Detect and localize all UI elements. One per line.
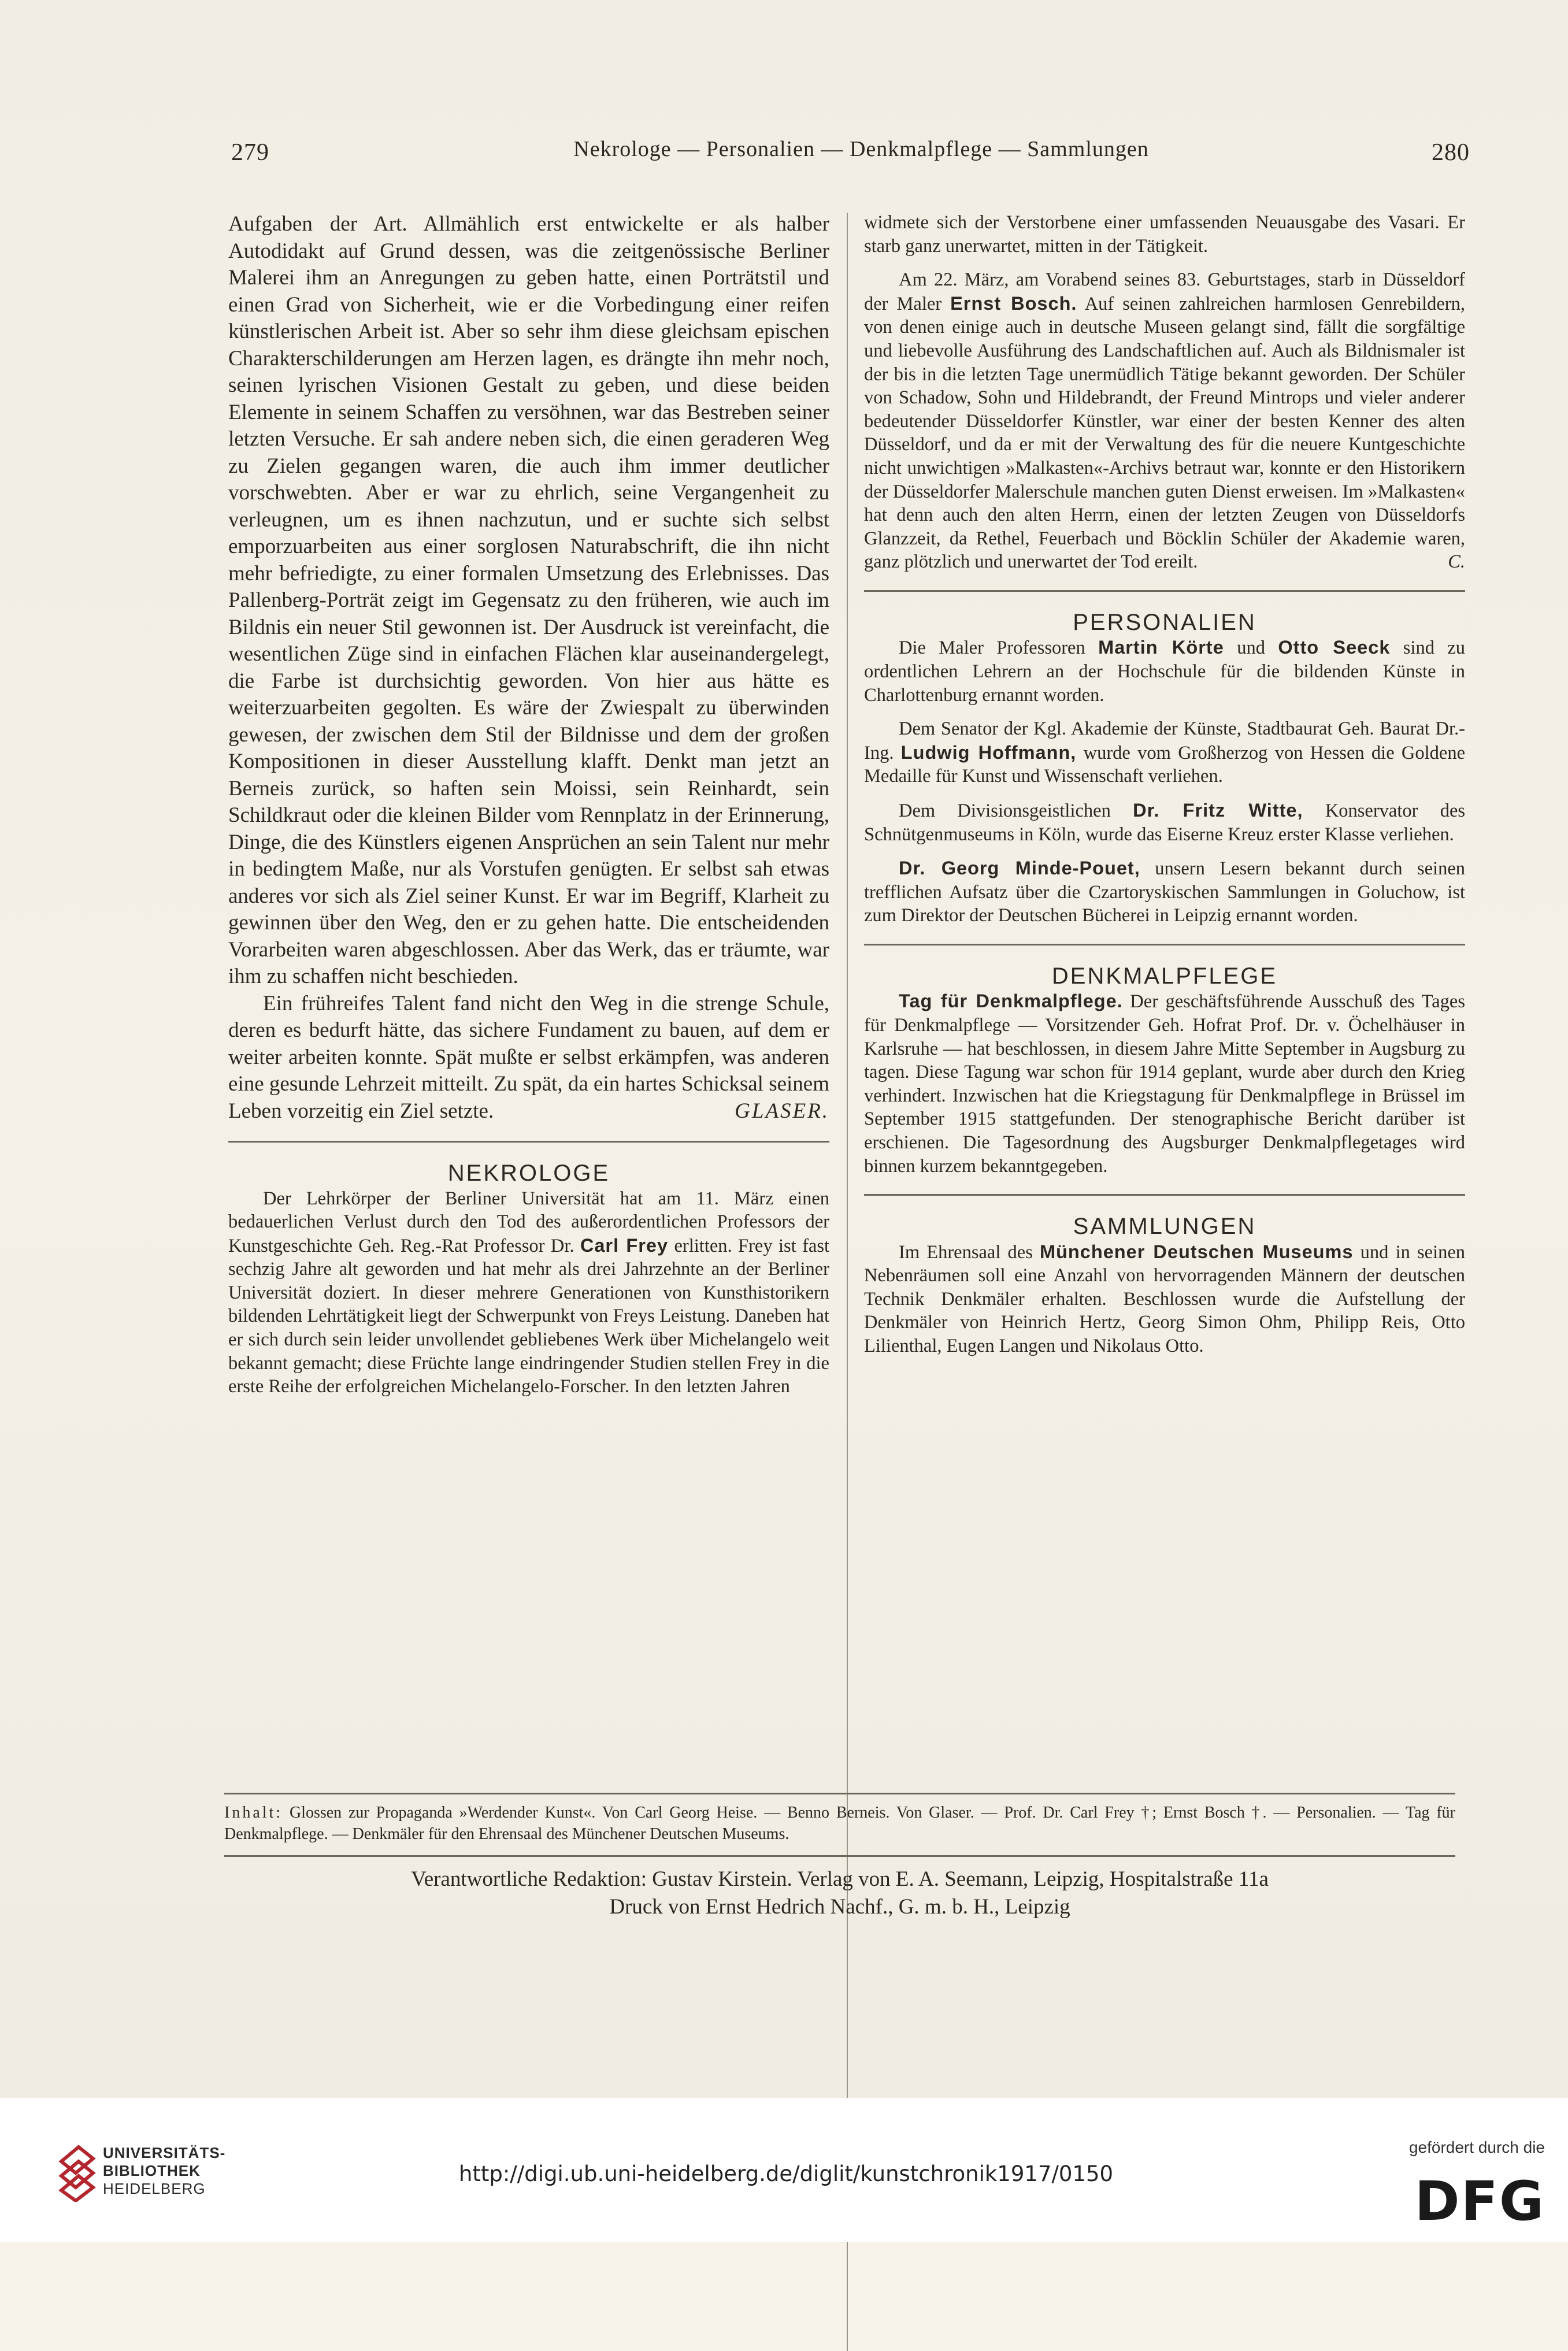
library-name-line-2: BIBLIOTHEK xyxy=(103,2162,201,2179)
pers2-text-b: wurde vom Großherzog von Hessen die Goldene Medaille für Kunst und Wissenschaft verliehen. xyxy=(864,742,1466,787)
left-column xyxy=(228,211,829,1399)
right-column xyxy=(864,211,1465,1358)
section-title-denkmalpflege: DENKMALPFLEGE xyxy=(1051,963,1278,989)
pers3-text-b: Konservator des Schnütgenmuseums in Köln, wurde das Eiserne Kreuz erster Klasse verliehen. xyxy=(864,800,1466,845)
name-ernst-bosch: Ernst Bosch. xyxy=(950,292,1077,314)
library-name xyxy=(103,2144,225,2198)
library-name-line-1: UNIVERSITÄTS- xyxy=(103,2144,226,2161)
pers2-text-a: Dem Senator der Kgl. Akademie der Künste, Stadtbaurat Geh. Baurat Dr.-Ing. xyxy=(864,718,1465,763)
name-otto-seeck: Otto Seeck xyxy=(1278,637,1391,658)
berneis-paragraph-2-text: Ein frühreifes Talent fand nicht den Weg in die strenge Schule, deren es bedurft hätte, das sichere Fundament zu bauen, auf dem er weiter arbeiten konnte. Spät mußte er selbst erkämpfen, was anderen eine gesunde Lehrzeit mitteilt. Zu spät, da ein hartes Schicksal seinem Leben vorzeitig ein Ziel setzte. xyxy=(228,991,829,1123)
table-of-contents xyxy=(224,1802,1455,1845)
personalien-1 xyxy=(864,636,1465,707)
bosch-text-a: Am 22. März, am Vorabend seines 83. Geburtstages, starb in Düsseldorf der Maler xyxy=(864,269,1465,314)
nekrolog-frey-text-b: erlitten. Frey ist fast sechzig Jahre alt geworden und hat mehr als drei Jahrzehnte an der Berliner Universität doziert. In dieser mehrere Generationen von Kunsthistorikern bildenden Lehrtätigkeit liegt der Schwerpunkt von Freys Leistung. Daneben hat er sich durch sein leider unvollendet gebliebenes Werk über Michelangelo weit bekannt gemacht; diese Früchte lange eindringender Studien stellen Frey in die erste Reihe der erfolgreichen Michelangelo-Forscher. In den letzten Jahren xyxy=(228,1235,830,1397)
name-muenchener-museum: Münchener Deutschen Museums xyxy=(1040,1241,1354,1262)
personalien-2 xyxy=(864,717,1465,788)
contents-top-rule xyxy=(224,1793,1455,1794)
section-rule xyxy=(864,590,1465,592)
contents-text: Glossen zur Propaganda »Werdender Kunst«. Von Carl Georg Heise. — Benno Berneis. Von Glaser. — Prof. Dr. Carl Frey †; Ernst Bosch †. — Personalien. — Tag für Denkmalpflege. — Denkmäler für den Ehrensaal des Münchener Deutschen Museums. xyxy=(224,1804,1456,1843)
dfg-logo: DFG xyxy=(1414,2170,1545,2233)
pers1-text-b: sind zu ordentlichen Lehrern an der Hochschule für die bildenden Künste in Charlottenburg ernannt worden. xyxy=(864,637,1466,706)
funder-note: gefördert durch die xyxy=(1408,2138,1545,2156)
pers1-text-a: Die Maler Professoren xyxy=(899,637,1085,659)
nekrolog-frey-text-a: Der Lehrkörper der Berliner Universität hat am 11. März einen bedauerlichen Verlust durch den Tod des außerordentlichen Professors der Kunstgeschichte Geh. Reg.-Rat Professor Dr. xyxy=(228,1188,829,1256)
university-library-logo-icon xyxy=(55,2144,96,2202)
section-rule xyxy=(864,1194,1465,1196)
berneis-paragraph-1: Aufgaben der Art. Allmählich erst entwickelte er als halber Autodidakt auf Grund dessen, was die zeitgenössische Berliner Malerei ihm an Anregungen zu geben hatte, einen Porträtstil und einen Grad von Sicherheit, wie er die Vorbedingung einer reifen künstlerischen Arbeit ist. Aber so sehr ihm diese gleichsam epischen Charakterschilderungen am Herzen lagen, es drängte ihn mehr noch, seinen lyrischen Visionen Gestalt zu geben, und diese beiden Elemente in seinem Schaffen zu versöhnen, war das Bestreben seiner letzten Versuche. Er sah andere neben sich, die einen geraderen Weg zu Zielen gegangen waren, die auch ihm immer deutlicher vorschwebten. Aber er war zu ehrlich, seine Vergangenheit zu verleugnen, um es ihnen nachzutun, und er suchte sich selbst emporzuarbeiten aus einer sorglosen Naturabschrift, die ihn nicht mehr befriedigte, zu einer formalen Umsetzung des Erlebnisses. Das Pallenberg-Porträt zeigt im Gegensatz zu den früheren, wie auch im Bildnis ein neuer Stil gewonnen ist. Der Ausdruck ist vereinfacht, die wesentlichen Züge sind in einfachen Flächen klar auseinandergelegt, die Farbe ist durchsichtig geworden. Von hier aus hätte es weiterzuarbeiten gegolten. Es wäre der Zwiespalt zu überwinden gewesen, der zwischen dem Stil der Bildnisse und dem der großen Kompositionen in dieser Ausstellung klafft. Denkt man jetzt an Berneis zurück, so haften sein Moissi, sein Reinhardt, sein Schildkraut oder die kleinen Bilder vom Rennplatz in der Erinnerung, Dinge, die des Künstlers eigenen Ansprüchen an sein Talent nur mehr in bedingtem Maße, nur als Vorstufen genügten. Er selbst sah etwas anderes vor sich als Ziel seiner Kunst. Er war im Begriff, Klarheit zu gewinnen über den Weg, den er zu gehen hatte. Die entscheidenden Vorarbeiten waren abgeschlossen. Aber das Werk, das er träumte, war ihm zu schaffen nicht beschieden. xyxy=(228,212,829,988)
nekrolog-bosch xyxy=(864,268,1465,574)
library-name-line-3: HEIDELBERG xyxy=(103,2180,206,2197)
samml-text-a: Im Ehrensaal des xyxy=(899,1241,1033,1263)
page-number-left: 279 xyxy=(231,139,269,166)
name-fritz-witte: Dr. Fritz Witte, xyxy=(1133,799,1303,821)
personalien-3 xyxy=(864,799,1465,846)
pers4-text-b: unsern Lesern bekannt durch seinen trefflichen Aufsatz über die Czartoryskischen Sammlungen in Goluchow, ist zum Direktor der Deutschen Bücherei in Leipzig ernannt worden. xyxy=(864,858,1465,926)
section-title-nekrologe: NEKROLOGE xyxy=(447,1160,610,1186)
denkmal-text: Der geschäftsführende Ausschuß des Tages für Denkmalpflege — Vorsitzender Geh. Hofrat Prof. Dr. v. Öchelhäuser in Karlsruhe — hat beschlossen, in diesem Jahre Mitte September in Augsburg zu tagen. Diese Tagung war schon für 1914 geplant, wurde aber durch den Krieg verhindert. Inzwischen hat die Kriegstagung für Denkmalpflege in Brüssel im September 1915 stattgefunden. Der stenographische Bericht darüber ist erschienen. Die Tagesordnung des Augsburger Denkmalpflegetages wird binnen kurzem bekanntgegeben. xyxy=(864,991,1465,1177)
pers3-text-a: Dem Divisionsgeistlichen xyxy=(899,800,1111,821)
nekrolog-frey xyxy=(228,1187,829,1399)
permalink-url[interactable]: http://digi.ub.uni-heidelberg.de/diglit/kunstchronik1917/0150 xyxy=(458,2161,1114,2186)
berneis-paragraph-2 xyxy=(228,991,829,1125)
section-title-sammlungen: SAMMLUNGEN xyxy=(1073,1214,1256,1240)
name-georg-minde-pouet: Dr. Georg Minde-Pouet, xyxy=(899,858,1140,879)
samml-text-b: und in seinen Nebenräumen soll eine Anzahl von hervorragenden Männern der deutschen Technik Denkmäler erhalten. Beschlossen wurde die Aufstellung der Denkmäler von Heinrich Hertz, Georg Simon Ohm, Philipp Reis, Otto Lilienthal, Eugen Langen und Nikolaus Otto. xyxy=(864,1241,1466,1357)
bosch-text-b: Auf seinen zahlreichen harmlosen Genrebildern, von denen einige auch in deutsche Museen gelangt sind, fällt die sorgfältige und liebevolle Ausführung des Landschaftlichen auf. Auch als Bildnismaler ist der bis in die letzten Tage unermüdlich Tätige bekannt geworden. Der Schüler von Schadow, Sohn und Hildebrandt, der Freund Mintrops und vieler anderer bedeutender Düsseldorfer Künstler, war einer der besten Kenner des alten Düsseldorf, und da er mit der Verwaltung des für die neuere Kuntgeschichte nicht unwichtigen »Malkasten«-Archivs betraut war, konnte er den Historikern der Düsseldorfer Malerschule manchen guten Dienst erweisen. Im »Malkasten« hat denn auch den alten Herrn, einen der letzten Zeugen von Düsseldorfs Glanzzeit, da Rethel, Feuerbach und Böcklin Schüler der Akademie waren, ganz plötzlich und unerwartet der Tod ereilt. xyxy=(864,293,1465,573)
tag-fuer-denkmalpflege: Tag für Denkmalpflege. xyxy=(899,991,1123,1012)
column-divider xyxy=(847,213,848,2351)
contents-bottom-rule xyxy=(224,1855,1455,1857)
page-number-right: 280 xyxy=(1432,139,1470,166)
pers1-and: und xyxy=(1237,637,1265,659)
section-rule xyxy=(228,1141,829,1143)
signature-c: C. xyxy=(1448,551,1465,573)
personalien-4 xyxy=(864,856,1465,928)
section-title-personalien: PERSONALIEN xyxy=(1073,609,1256,635)
signature-glaser: GLASER. xyxy=(735,1099,829,1123)
running-header: Nekrologe — Personalien — Denkmalpflege — Sammlungen xyxy=(573,137,1149,161)
frey-continuation: widmete sich der Verstorbene einer umfassenden Neuausgabe des Vasari. Er starb ganz unerwartet, mitten in der Tätigkeit. xyxy=(864,212,1465,257)
contents-label: Inhalt: xyxy=(224,1804,283,1822)
imprint-line-1: Verantwortliche Redaktion: Gustav Kirstein. Verlag von E. A. Seemann, Leipzig, Hospitalstraße 11a xyxy=(411,1867,1269,1891)
name-carl-frey: Carl Frey xyxy=(580,1234,669,1256)
name-ludwig-hoffmann: Ludwig Hoffmann, xyxy=(900,741,1077,763)
denkmalpflege-paragraph xyxy=(864,989,1465,1178)
imprint-line-2: Druck von Ernst Hedrich Nachf., G. m. b. H., Leipzig xyxy=(609,1895,1070,1919)
name-martin-koerte: Martin Körte xyxy=(1098,637,1224,658)
section-rule xyxy=(864,944,1465,945)
sammlungen-paragraph xyxy=(864,1240,1465,1358)
